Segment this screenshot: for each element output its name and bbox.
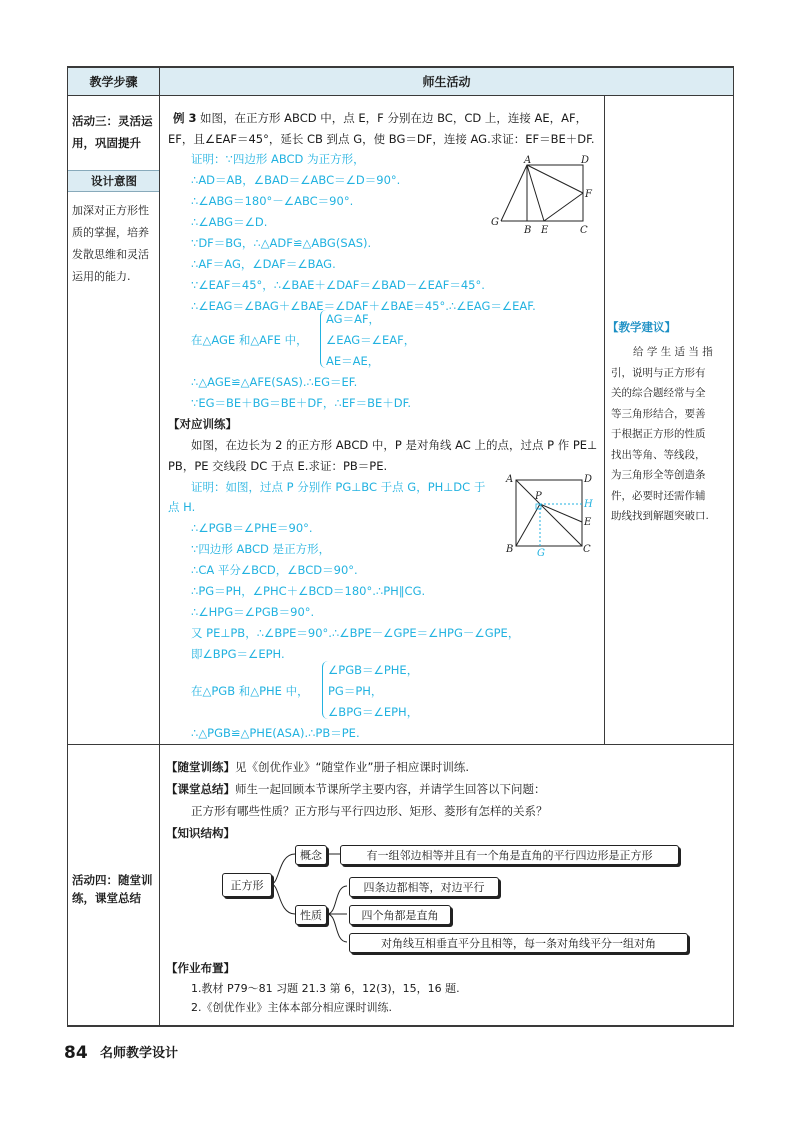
homework-0: 1.教材 P79～81 习题 21.3 第 6，12(3)，15，16 题.: [191, 982, 460, 995]
training-proof-4: ∴∠HPG＝∠PGB＝90°.: [191, 605, 315, 619]
fig1-label-c: C: [580, 225, 588, 236]
summary-line: 【课堂总结】师生一起回顾本节课所学主要内容，并请学生回答以下问题：: [166, 782, 546, 796]
homework-header: 【作业布置】: [166, 961, 235, 975]
mindmap-concept-text: 有一组邻边相等并且有一个角是直角的平行四边形是正方形: [340, 845, 679, 865]
fig1-label-g: G: [491, 217, 499, 228]
example-proof-7: ∴∠EAG＝∠BAG＋∠BAE＝∠DAF＋∠BAE＝45°.∴∠EAG＝∠EAF.: [191, 299, 536, 313]
design-rule-bottom: [68, 191, 159, 192]
fig2-label-p: P: [535, 491, 542, 502]
suggestion-header: 【教学建议】: [607, 320, 676, 334]
suggestion-text: 给 学 生 适 当 指 引，说明与正方形有 关的综合题经常与全 等三角形结合，要善 于根据正方形的性质 找出等角、等线段， 为三角形全等创造条 件，必要时还需作辅 助线找到解题突破口.: [611, 346, 713, 522]
fig2-label-b: B: [506, 544, 514, 555]
example-conclusion-0: ∴△AGE≌△AFE(SAS).∴EG＝EF.: [191, 375, 358, 389]
example-proof-2: ∴∠ABG＝180°－∠ABC＝90°.: [191, 194, 354, 208]
training-brace-item-2: ∠BPG＝∠EPH，: [328, 705, 419, 719]
table-border-right: [733, 66, 734, 1026]
example-brace-item-2: AE＝AE，: [326, 354, 380, 368]
activity3-title-2: 用，巩固提升: [72, 136, 141, 150]
design-rule-top: [68, 170, 159, 171]
table-header-rule: [67, 95, 734, 96]
fig1-label-d: D: [581, 155, 590, 166]
example-brace-intro: 在△AGE 和△AFE 中，: [191, 333, 308, 347]
training-figure: [502, 472, 600, 558]
training-brace-intro: 在△PGB 和△PHE 中，: [191, 684, 309, 698]
training-brace-item-0: ∠PGB＝∠PHE，: [328, 663, 419, 677]
example-proof-6: ∵∠EAF＝45°，∴∠BAE＋∠DAF＝∠BAD－∠EAF＝45°.: [191, 278, 485, 292]
example-line-2: EF，且∠EAF＝45°，延长 CB 到点 G，使 BG＝DF，连接 AG.求证：EF＝BE＋DF.: [168, 132, 595, 146]
example-proof-1: ∴AD＝AB，∠BAD＝∠ABC＝∠D＝90°.: [191, 173, 401, 187]
header-col-step: 教学步骤: [68, 67, 159, 95]
fig2-label-d: D: [584, 474, 593, 485]
mindmap-property-0: 四条边都相等，对边平行: [349, 877, 499, 897]
drill-line: 【随堂训练】见《创优作业》“随堂作业”册子相应课时训练.: [166, 760, 470, 774]
example-proof-0: 证明：∵四边形 ABCD 为正方形，: [191, 152, 365, 166]
example-proof-5: ∴AF＝AG，∠DAF＝∠BAG.: [191, 257, 336, 271]
mindmap-concept-node: 概念: [295, 845, 327, 865]
training-proof-2: ∴CA 平分∠BCD，∠BCD＝90°.: [191, 563, 358, 577]
example-conclusion-1: ∵EG＝BE＋BG＝BE＋DF，∴EF＝BE＋DF.: [191, 396, 412, 410]
homework-1: 2.《创优作业》主体本部分相应课时训练.: [191, 1001, 392, 1014]
fig2-label-e: E: [584, 517, 592, 528]
suggestion-col-divider: [604, 96, 605, 744]
fig1-label-f: F: [585, 189, 592, 200]
training-proof-1: ∵四边形 ABCD 是正方形，: [191, 542, 331, 556]
example-brace-item-0: AG＝AF，: [326, 312, 381, 326]
activity4-title-2: 练，课堂总结: [72, 891, 141, 905]
example-brace-item-1: ∠EAG＝∠EAF，: [326, 333, 416, 347]
example-line-1: 如图，在正方形 ABCD 中，点 E，F 分别在边 BC，CD 上，连接 AE，AF，: [200, 111, 588, 125]
table-border-bottom: [67, 1025, 734, 1027]
example-proof-4: ∵DF＝BG，∴△ADF≌△ABG(SAS).: [191, 236, 372, 250]
mindmap-root: 正方形: [222, 873, 272, 897]
training-line-2: PB，PE 交线段 DC 于点 E.求证：PB＝PE.: [168, 459, 388, 473]
mindmap-property-2: 对角线互相垂直平分且相等，每一条对角线平分一组对角: [349, 933, 688, 953]
design-intent-header: 设计意图: [91, 174, 137, 188]
example-proof-3: ∴∠ABG＝∠D.: [191, 215, 268, 229]
table-border-left: [67, 66, 68, 1026]
design-intent-text: 加深对正方形性 质的掌握，培养 发散思维和灵活 运用的能力.: [72, 204, 149, 283]
training-brace-item-1: PG＝PH，: [328, 684, 383, 698]
training-proof-3: ∴PG＝PH，∠PHC＋∠BCD＝180°.∴PH∥CG.: [191, 584, 426, 598]
summary-question: 正方形有哪些性质？正方形与平行四边形、矩形、菱形有怎样的关系？: [191, 804, 548, 818]
fig2-label-c: C: [583, 544, 591, 555]
example-label: 例 3: [173, 111, 197, 125]
fig2-label-a: A: [506, 474, 514, 485]
table-border-top: [67, 66, 734, 68]
activity4-title-1: 活动四：随堂训: [72, 873, 153, 887]
mindmap-property-node: 性质: [295, 905, 327, 925]
training-header: 【对应训练】: [168, 417, 237, 431]
page-number: 84: [64, 1043, 88, 1063]
training-proof-6: 即∠BPG＝∠EPH.: [191, 647, 285, 661]
training-line-1: 如图，在边长为 2 的正方形 ABCD 中，P 是对角线 AC 上的点，过点 P 作 PE⊥: [191, 438, 598, 452]
activity3-title-1: 活动三：灵活运: [72, 114, 153, 128]
example-figure: [488, 155, 600, 237]
book-title: 名师教学设计: [100, 1046, 179, 1061]
structure-header: 【知识结构】: [166, 826, 235, 840]
training-proof-5: 又 PE⊥PB，∴∠BPE＝90°.∴∠BPE－∠GPE＝∠HPG－∠GPE，: [191, 626, 520, 640]
table-row-rule: [67, 744, 734, 745]
training-conclusion: ∴△PGB≌△PHE(ASA).∴PB＝PE.: [191, 726, 360, 740]
header-col-activity: 师生活动: [160, 67, 733, 95]
fig2-label-h: H: [584, 499, 593, 510]
training-proof-intro-1: 证明：如图，过点 P 分别作 PG⊥BC 于点 G，PH⊥DC 于: [191, 480, 486, 494]
fig2-label-g: G: [537, 548, 545, 558]
mindmap-property-1: 四个角都是直角: [349, 905, 451, 925]
training-proof-0: ∴∠PGB＝∠PHE＝90°.: [191, 521, 313, 535]
fig1-label-b: B: [524, 225, 532, 236]
training-proof-intro-2: 点 H.: [168, 500, 196, 514]
fig1-label-a: A: [524, 155, 532, 166]
fig1-label-e: E: [541, 225, 549, 236]
